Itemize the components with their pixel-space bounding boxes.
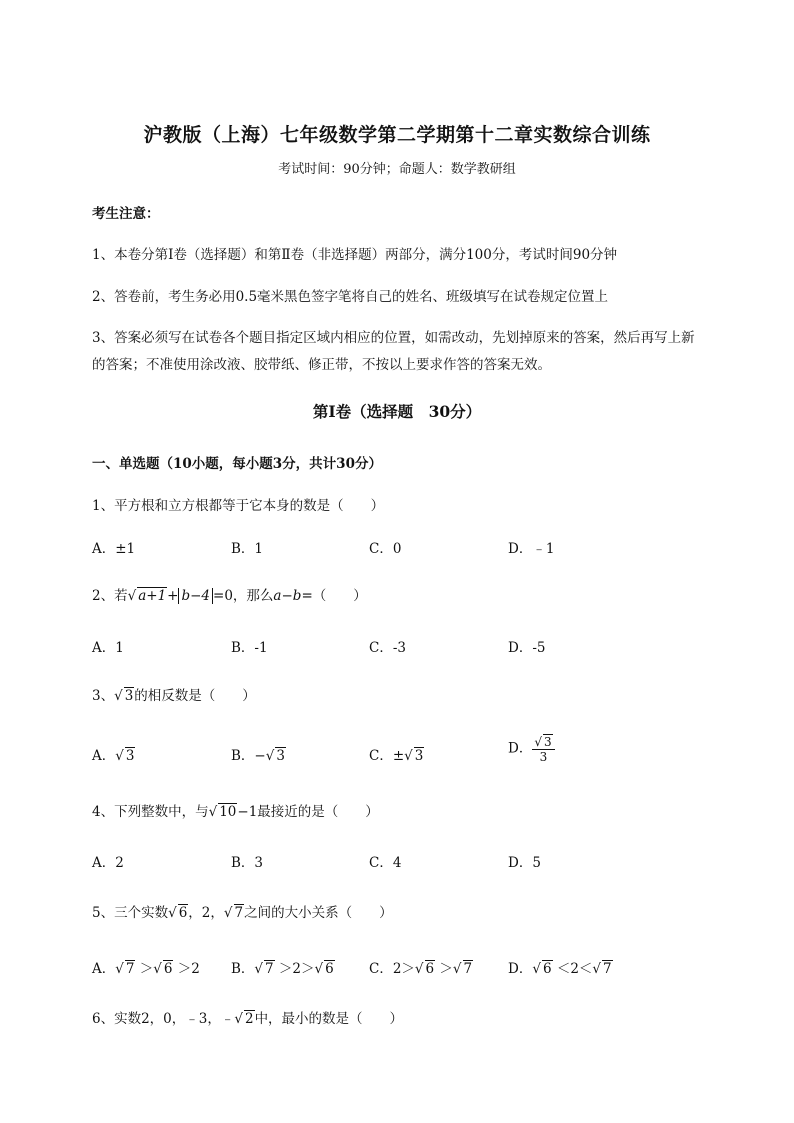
q2-sqrt: √ a+1 (127, 588, 167, 604)
question-5-option-c: C．2＞√ 6 ＞√ 7 (369, 961, 473, 977)
page-title: 沪教版（上海）七年级数学第二学期第十二章实数综合训练 (143, 124, 651, 146)
question-1-option-b: B．1 (231, 541, 264, 557)
q3-suffix: 的相反数是（ ） (134, 688, 256, 704)
q2-ab: a−b (273, 588, 302, 604)
question-4-option-b: B．3 (231, 855, 264, 871)
question-2-option-a: A．1 (92, 640, 124, 656)
question-4-option-a: A．2 (92, 855, 124, 871)
question-3-option-b: B．−√ 3 (231, 748, 285, 764)
question-3-stem: 3、√ 3的相反数是（ ） (92, 688, 256, 704)
notice-item-3-cont: 的答案；不准使用涂改液、胶带纸、修正带，不按以上要求作答的答案无效。 (92, 357, 551, 373)
question-5-option-d: D．√ 6 ＜2＜√ 7 (508, 961, 612, 977)
fraction: $\frac{√ 3}{3}$ (532, 734, 554, 764)
question-3-option-c: C．±√ 3 (369, 748, 424, 764)
page-subtitle: 考试时间：90分钟；命题人：数学教研组 (278, 162, 516, 177)
question-3-option-a: A．√ 3 (92, 748, 135, 764)
question-5-option-a: A．√ 7 ＞√ 6 ＞2 (92, 961, 200, 977)
question-5-option-b: B．√ 7 ＞2＞√ 6 (231, 961, 334, 977)
part-heading: 一、单选题（10小题，每小题3分，共计30分） (92, 456, 382, 472)
q2-suffix: =（ ） (301, 588, 367, 604)
question-2-option-c: C．-3 (369, 640, 406, 656)
question-1-option-c: C．0 (369, 541, 402, 557)
question-2-stem: 2、若√ a+1+ b−4 =0，那么a−b=（ ） (92, 588, 367, 604)
question-2-option-b: B．-1 (231, 640, 268, 656)
notice-item-3: 3、答案必须写在试卷各个题目指定区域内相应的位置，如需改动，先划掉原来的答案，然后再写上新 (92, 330, 695, 346)
question-1-option-d: D．﹣1 (508, 541, 555, 557)
question-1-option-a: A．±1 (92, 541, 136, 557)
question-4-stem: 4、下列整数中，与√ 10−1最接近的是（ ） (92, 804, 379, 820)
q2-radicand: a+1 (138, 588, 167, 604)
q3-radicand: 3 (124, 688, 134, 704)
q2-mid: =0，那么 (213, 588, 274, 604)
question-4-option-d: D．5 (508, 855, 541, 871)
notice-item-2: 2、答卷前，考生务必用0.5毫米黑色签字笔将自己的姓名、班级填写在试卷规定位置上 (92, 289, 609, 305)
question-5-stem: 5、三个实数√ 6，2，√ 7之间的大小关系（ ） (92, 905, 393, 921)
notice-heading: 考生注意： (92, 206, 160, 222)
q2-abs: b−4 (178, 588, 213, 604)
notice-item-1: 1、本卷分第I卷（选择题）和第Ⅱ卷（非选择题）两部分，满分100分，考试时间90分钟 (92, 247, 618, 263)
q2-prefix: 2、若 (92, 588, 128, 604)
question-2-option-d: D．-5 (508, 640, 546, 656)
question-1-stem: 1、平方根和立方根都等于它本身的数是（ ） (92, 498, 385, 514)
q3-prefix: 3、 (92, 688, 115, 704)
question-3-option-d: D． $\frac{√ 3}{3}$ (508, 734, 555, 764)
q4-radicand: 10 (219, 804, 237, 820)
question-6-stem: 6、实数2，0，﹣3，﹣√ 2中，最小的数是（ ） (92, 1011, 404, 1027)
section-title: 第I卷（选择题 30分） (312, 402, 482, 421)
question-4-option-c: C．4 (369, 855, 402, 871)
